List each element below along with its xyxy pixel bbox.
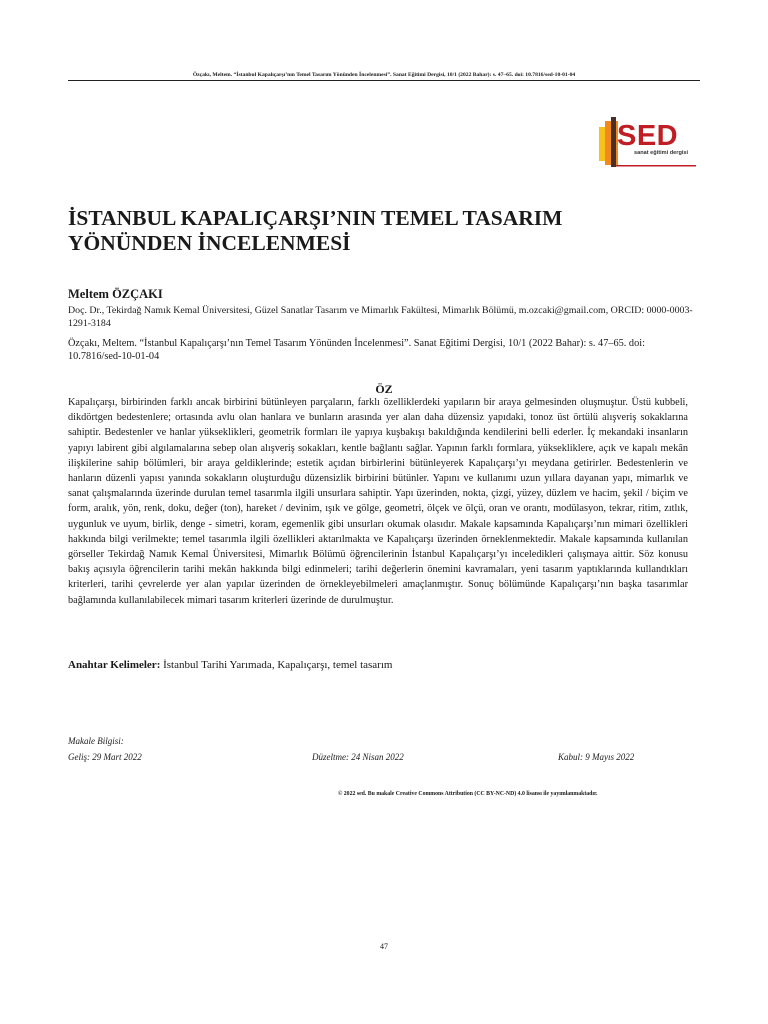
article-citation: Özçakı, Meltem. “İstanbul Kapalıçarşı’nın Temel Tasarım Yönünden İncelenmesi”. Sanat Eğitimi Dergisi, 10/1 (2022 Bahar): s. 47–65. doi: 10.7816/sed-10-01-04 — [68, 338, 645, 362]
logo-wordmark: SED — [617, 120, 679, 152]
author-affiliation: Doç. Dr., Tekirdağ Namık Kemal Üniversitesi, Güzel Sanatlar Tasarım ve Mimarlık Fakültesi, Mimarlık Bölümü, m.ozcaki@gmail.com, ORCID: 0000-0003-1291-3184 — [68, 305, 693, 329]
logo-subtitle: sanat eğitimi dergisi — [634, 150, 689, 156]
revised-date: Düzeltme: 24 Nisan 2022 — [312, 752, 404, 762]
received-date: Geliş: 29 Mart 2022 — [68, 752, 142, 762]
article-title-line-1: İSTANBUL KAPALIÇARŞI’NIN TEMEL TASARIM — [68, 206, 563, 230]
license-notice: © 2022 sed. Bu makale Creative Commons Attribution (CC BY-NC-ND) 4.0 lisansı ile yayımlanmaktadır. — [338, 791, 598, 797]
abstract-text: Kapalıçarşı, birbirinden farklı ancak birbirini bütünleyen parçaların, farklı özelliklerdeki yapıların bir araya gelmesinden oluşmuştur. Üstü kubbeli, dikdörtgen bedestenlere; ortasında avlu olan hanlara ve bunların arasında yer alan daha düzensiz yapıdaki, tonoz üst örtülü alışveriş sokaklarına sahiptir. Bedestenler ve hanlar yükseklikleri, geometrik formları ile yapıya kuşbakışı bakıldığında kendilerini belli ederler. İç mekandaki insanların yapıyı labirent gibi algılamalarına sebep olan alışveriş sokakları, kentle bağlantı sağlar. Yapının farklı formlara, yüksekliklere, açık ve kapalı mekân ilişkilerine sahip bölümleri, bir araya geldiklerinde; estetik açıdan birbirlerini bütünleyerek Kapalıçarşı’yı meydana getirirler. Bedestenlerin ve hanların düzenli yapısı yanında sokakların oluşturduğu düzensizlik birbirini bütünler. Yapını ve kullanımı uzun yıllara dayanan yapı, mimarlık ve sanat çalışmalarında üzerinde durulan temel tasarımla ilgili unsurlara sahiptir. Yapı üzerinden, nokta, çizgi, yüzey, düzlem ve hacim, şekil / biçim ve form, aralık, yön, renk, doku, değer (ton), hareket / devinim, ışık ve gölge, geometri, ölçek ve ölçü, oran ve orantı, modülasyon, tekrar, ritim, zıtlık, uygunluk ve uyum, birlik, denge - simetri, koram, egemenlik gibi unsurları okumak olasıdır. Makale kapsamında Kapalıçarşı’nın mimari özellikleri hakkında bilgi verilmekte; temel tasarımla ilgili özellikleri aktarılmakta ve Kapalıçarşı üzerinden örneklenmektedir. Makale kapsamında kullanılan görseller Tekirdağ Namık Kemal Üniversitesi, Mimarlık Bölümü öğrencilerinin İstanbul Kapalıçarşı’yı inceledikleri çalışmaya aittir. Söz konusu bakış açısıyla öğrencilerin tarihi mekân hakkında bilgi edinmeleri; tarihi değerlerin önemini kavramaları, yeni tasarım yaptıklarında kullandıkları kriterleri, tarihi çevrelerde yer alan yapılar üzerinden de örnekleyebilmeleri amaçlanmıştır. Sonuç bölümünde Kapalıçarşı’nın başka tasarımlar bağlamında kullanılabilecek mimari tasarım kriterleri üzerinde de durulmuştur. — [68, 397, 688, 606]
running-header-citation: Özçakı, Meltem. “İstanbul Kapalıçarşı’nın Temel Tasarım Yönünden İncelenmesi”. Sanat Eğitimi Dergisi, 10/1 (2022 Bahar): s. 47–65. doi: 10.7816/sed-10-01-04 — [192, 72, 576, 78]
keywords-value: İstanbul Tarihi Yarımada, Kapalıçarşı, temel tasarım — [163, 659, 393, 671]
article-title-line-2: YÖNÜNDEN İNCELENMESİ — [68, 231, 351, 255]
abstract-heading: ÖZ — [375, 382, 393, 396]
article-dates — [68, 749, 700, 765]
article-title — [68, 206, 688, 256]
journal-logo — [598, 112, 698, 172]
header-divider — [68, 80, 700, 81]
article-info-label: Makale Bilgisi: — [68, 736, 124, 746]
page-number: 47 — [380, 942, 388, 951]
author-name: Meltem ÖZÇAKI — [68, 287, 163, 301]
article-info — [68, 733, 700, 765]
accepted-date: Kabul: 9 Mayıs 2022 — [558, 752, 635, 762]
keywords — [68, 659, 392, 671]
keywords-label: Anahtar Kelimeler: — [68, 659, 161, 671]
